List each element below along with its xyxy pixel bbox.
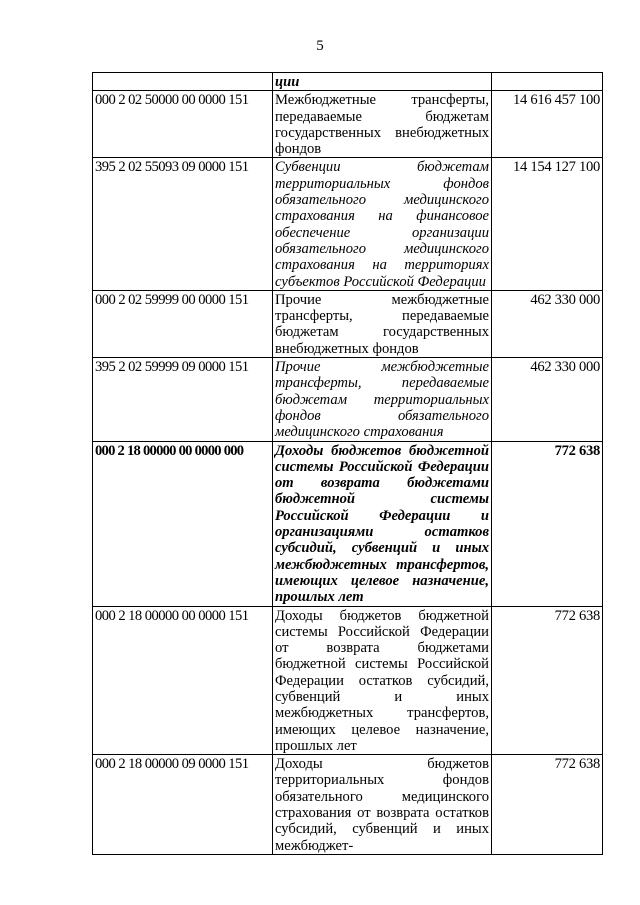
table-row [93, 441, 603, 606]
amount-cell: 772 638 [492, 606, 603, 755]
table-row [93, 606, 603, 755]
kbk-code-cell: 000 2 18 00000 00 0000 000 [93, 441, 273, 606]
revenue-name-cell: ции [273, 73, 492, 91]
amount-cell [492, 73, 603, 91]
revenue-name-cell: Межбюджетные трансферты, передаваемые бюджетам государственных внебюджетных фондов [273, 91, 492, 158]
amount-cell: 14 616 457 100 [492, 91, 603, 158]
table-row [93, 290, 603, 357]
revenue-name-cell: Прочие межбюджетные трансферты, передаваемые бюджетам государственных внебюджетных фондов [273, 290, 492, 357]
kbk-code-cell: 395 2 02 55093 09 0000 151 [93, 158, 273, 290]
revenue-name-cell: Доходы бюджетов бюджетной системы Российской Федерации от возврата бюджетами бюджетной системы Российской Федерации и организациями остатков субсидий, субвенций и иных межбюджетных трансфертов, имеющих целевое назначение, прошлых лет [273, 441, 492, 606]
amount-cell: 772 638 [492, 755, 603, 855]
page-number: 5 [316, 38, 324, 54]
amount-cell: 462 330 000 [492, 358, 603, 441]
kbk-code-cell: 000 2 02 59999 00 0000 151 [93, 290, 273, 357]
kbk-code-cell: 000 2 18 00000 00 0000 151 [93, 606, 273, 755]
revenue-name-cell: Субвенции бюджетам территориальных фондов обязательного медицинского страхования на финансовое обеспечение организации обязательного медицинского страхования на территориях субъектов Российской Федерации [273, 158, 492, 290]
budget-revenue-table [92, 72, 603, 855]
kbk-code-cell: 395 2 02 59999 09 0000 151 [93, 358, 273, 441]
table-row [93, 73, 603, 91]
revenue-name-cell: Доходы бюджетов бюджетной системы Российской Федерации от возврата бюджетами бюджетной системы Российской Федерации остатков субсидий, субвенций и иных межбюджетных трансфертов, имеющих целевое назначение, прошлых лет [273, 606, 492, 755]
table-row [93, 158, 603, 290]
amount-cell: 14 154 127 100 [492, 158, 603, 290]
revenue-name-cell: Прочие межбюджетные трансферты, передаваемые бюджетам территориальных фондов обязательного медицинского страхования [273, 358, 492, 441]
amount-cell: 462 330 000 [492, 290, 603, 357]
kbk-code-cell: 000 2 02 50000 00 0000 151 [93, 91, 273, 158]
table-row [93, 755, 603, 855]
kbk-code-cell: 000 2 18 00000 09 0000 151 [93, 755, 273, 855]
table-row [93, 91, 603, 158]
revenue-name-cell: Доходы бюджетов территориальных фондов обязательного медицинского страхования от возврата остатков субсидий, субвенций и иных межбюджет- [273, 755, 492, 855]
table-row [93, 358, 603, 441]
kbk-code-cell [93, 73, 273, 91]
amount-cell: 772 638 [492, 441, 603, 606]
